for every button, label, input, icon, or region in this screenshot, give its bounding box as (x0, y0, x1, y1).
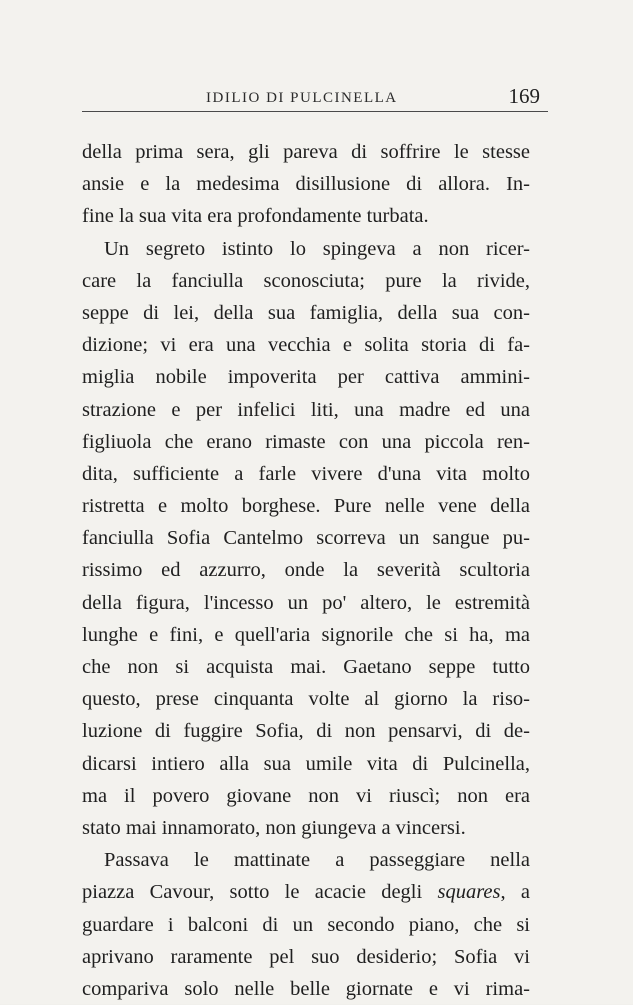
text-line: luzione di fuggire Sofia, di non pensarvi, di de- (82, 720, 530, 743)
text-line: strazione e per infelici liti, una madre ed una (82, 398, 530, 421)
text-line: della prima sera, gli pareva di soffrire le stesse (82, 141, 530, 163)
text-segment: piazza Cavour, sotto le acacie degli (82, 881, 423, 904)
text-line: figliuola che erano rimaste con una piccola ren- (82, 430, 530, 453)
text-line: dizione; vi era una vecchia e solita storia di fa- (82, 334, 530, 357)
text-line: fanciulla Sofia Cantelmo scorreva un sangue pu- (82, 527, 530, 550)
text-line: questo, prese cinquanta volte al giorno la riso- (82, 688, 530, 711)
text-line: guardare i balconi di un secondo piano, che si (82, 913, 530, 936)
text-line: miglia nobile impoverita per cattiva ammini- (82, 366, 530, 389)
text-line: ma il povero giovane non vi riuscì; non era (82, 784, 530, 807)
text-line: Passava le mattinate a passeggiare nella (104, 849, 530, 872)
text-line: fine la sua vita era profondamente turbata. (82, 205, 429, 228)
text-line: dita, sufficiente a farle vivere d'una vita molto (82, 462, 530, 485)
italic-word: squares (437, 881, 501, 904)
text-line (82, 876, 530, 908)
running-head (82, 84, 548, 114)
body-text (82, 136, 530, 1005)
text-line: lunghe e fini, e quell'aria signorile che si ha, ma (82, 623, 530, 646)
text-line: seppe di lei, della sua famiglia, della sua con- (82, 301, 530, 324)
text-line: dicarsi intiero alla sua umile vita di Pulcinella, (82, 752, 530, 775)
text-line: aprivano raramente pel suo desiderio; Sofia vi (82, 945, 530, 968)
header-title: IDILIO DI PULCINELLA (206, 90, 398, 106)
text-line: compariva solo nelle belle giornate e vi rima- (82, 977, 530, 1000)
text-line: Un segreto istinto lo spingeva a non ricer- (104, 237, 530, 260)
text-line: della figura, l'incesso un po' altero, le estremità (82, 591, 530, 614)
text-segment: , a (500, 881, 531, 904)
text-line: care la fanciulla sconosciuta; pure la rivide, (82, 269, 530, 292)
text-line: stato mai innamorato, non giungeva a vincersi. (82, 816, 466, 839)
page-number: 169 (508, 84, 540, 108)
text-line: che non si acquista mai. Gaetano seppe tutto (82, 656, 530, 678)
text-line: rissimo ed azzurro, onde la severità scultoria (82, 559, 530, 582)
text-line: ansie e la medesima disillusione di allora. In- (82, 173, 530, 196)
header-rule (82, 111, 548, 112)
text-line: ristretta e molto borghese. Pure nelle vene della (82, 495, 530, 518)
